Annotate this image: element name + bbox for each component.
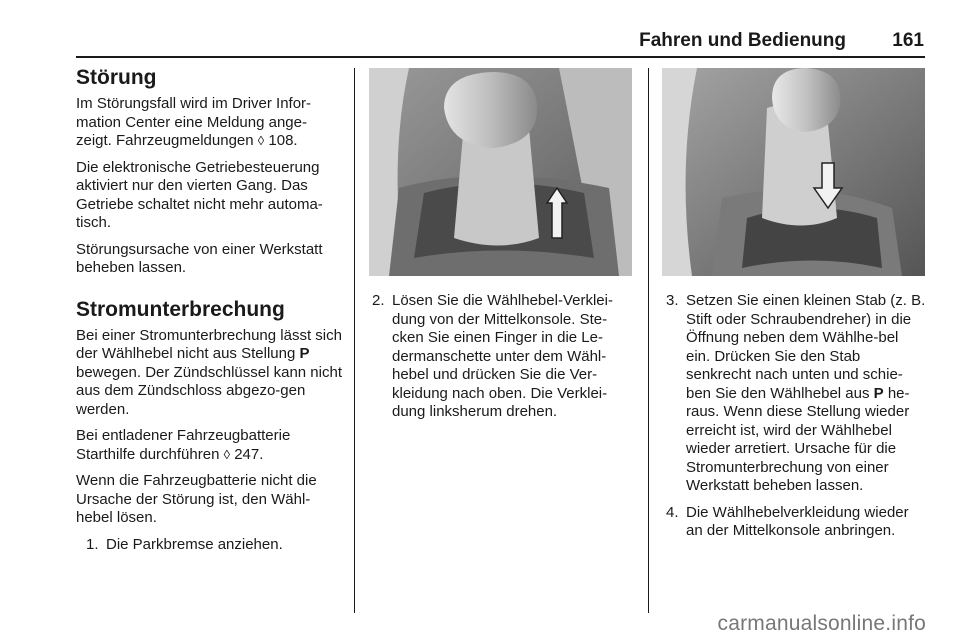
- paragraph-fourth-gear: Die elektronische Getriebesteuerung aktiviert nur den vierten Gang. Das Getriebe schaltet nicht mehr automa-tisch.: [76, 158, 323, 231]
- gear-lever-release-illustration: [662, 68, 925, 276]
- steps-list-end: [666, 292, 926, 541]
- gear-position-p: P: [299, 345, 310, 362]
- step-text-part: he-raus. Wenn diese Stellung wieder erreicht ist, wird der Wählhebel wieder arretiert. Ursache für die Stromunterbrechung von einer Werkstatt beheben lassen.: [686, 384, 910, 494]
- page-reference-icon: ◊: [223, 446, 231, 462]
- paragraph-text: Im Störungsfall wird im Driver Infor-mation Center eine Meldung ange-zeigt. Fahrzeugmeldungen: [76, 95, 312, 149]
- heading-stoerung: Störung: [76, 66, 157, 89]
- steps-list-middle: [372, 292, 634, 422]
- photo-gear-lever-release: [662, 68, 925, 276]
- step-text: [686, 292, 926, 496]
- list-item: [372, 292, 634, 422]
- running-header-title: Fahren und Bedienung: [639, 30, 846, 51]
- step-number: 2.: [372, 292, 385, 309]
- list-item: [666, 504, 926, 541]
- paragraph-stoerung-message: [76, 95, 342, 151]
- header-rule: [76, 56, 925, 58]
- paragraph-release-lever: Wenn die Fahrzeugbatterie nicht die Ursache der Störung ist, den Wähl-hebel lösen.: [76, 472, 317, 526]
- page-reference-link[interactable]: 108.: [268, 132, 298, 149]
- watermark: carmanualsonline.info: [717, 612, 926, 635]
- photo-gear-lever-cover: [369, 68, 632, 276]
- step-number: 4.: [666, 503, 679, 521]
- page-number: 161: [892, 30, 924, 51]
- paragraph-text: Bei einer Stromunterbrechung lässt sich der Wählhebel nicht aus Stellung: [76, 326, 342, 362]
- column-3: [666, 292, 926, 549]
- paragraph-text: Bei entladener Fahrzeugbatterie Starthilfe durchführen: [76, 427, 291, 463]
- paragraph-text: bewegen. Der Zündschlüssel kann nicht aus dem Zündschloss abgezo-gen werden.: [76, 363, 342, 418]
- list-item: [666, 292, 926, 496]
- steps-list-start: [76, 536, 342, 555]
- step-text: Die Parkbremse anziehen.: [106, 535, 283, 553]
- step-text-part: Setzen Sie einen kleinen Stab (z. B. Stift oder Schraubendreher) in die Öffnung neben dem Wählhe-bel ein. Drücken Sie den Stab senkrecht nach unten und schie-ben Sie den Wählhebel aus: [686, 292, 926, 402]
- page-reference-link[interactable]: 247.: [234, 445, 264, 463]
- gear-position-p: P: [873, 384, 884, 402]
- paragraph-power-failure: [76, 327, 342, 420]
- heading-stromunterbrechung: Stromunterbrechung: [76, 297, 285, 321]
- paragraph-workshop: Störungsursache von einer Werkstatt beheben lassen.: [76, 240, 323, 276]
- list-item: [86, 536, 342, 555]
- column-divider-1: [354, 68, 355, 613]
- column-2: [372, 292, 634, 430]
- column-1: [76, 66, 342, 562]
- page-reference-icon: ◊: [257, 133, 265, 148]
- paragraph-jump-start: [76, 427, 342, 464]
- step-number: 3.: [666, 292, 679, 309]
- step-number: 1.: [86, 535, 99, 553]
- gear-lever-illustration: [369, 68, 632, 276]
- step-text: Lösen Sie die Wählhebel-Verklei-dung von der Mittelkonsole. Ste-cken Sie einen Finger in die Le-dermanschette unter dem Wähl-hebel und drücken Sie die Ver-kleidung nach oben. Die Verklei-dung linksherum drehen.: [392, 292, 613, 420]
- step-text: Die Wählhebelverkleidung wieder an der Mittelkonsole anbringen.: [686, 503, 909, 539]
- column-divider-2: [648, 68, 649, 613]
